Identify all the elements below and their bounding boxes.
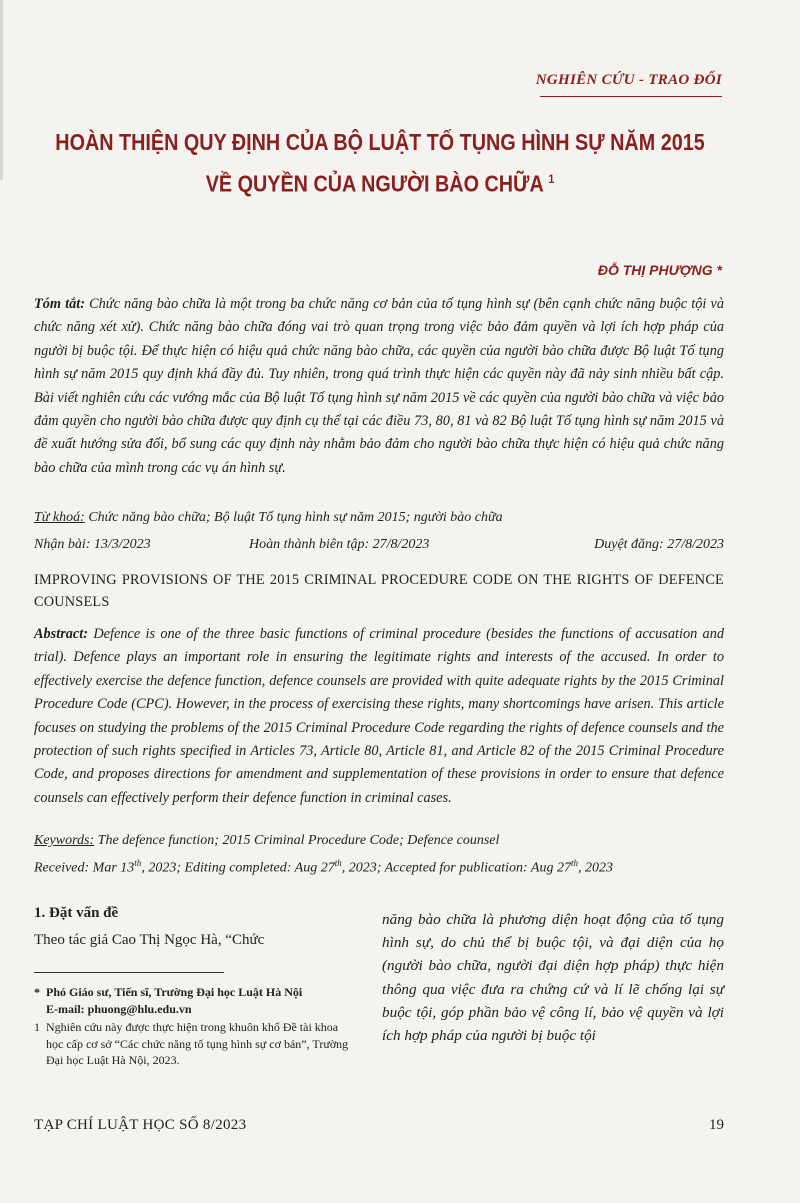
dates-en bbox=[34, 858, 613, 877]
received-date-en-sup: th bbox=[134, 858, 142, 868]
footnote-divider bbox=[34, 972, 224, 973]
article-title bbox=[53, 124, 707, 203]
title-footnote-mark: 1 bbox=[548, 172, 555, 186]
edited-date-en: ; Editing completed: Aug 27 bbox=[176, 860, 335, 876]
keywords-en-label: Keywords: bbox=[34, 833, 95, 848]
footnote-1 bbox=[34, 1019, 352, 1069]
keywords-en-text: The defence function; 2015 Criminal Procedure Code; Defence counsel bbox=[94, 833, 500, 848]
abstract-vn bbox=[34, 293, 724, 480]
edited-date-vn: Hoàn thành biên tập: 27/8/2023 bbox=[249, 537, 430, 552]
section-1-heading: 1. Đặt vấn đề bbox=[34, 905, 119, 921]
page-number: 19 bbox=[709, 1117, 724, 1133]
section-1-intro: Theo tác giả Cao Thị Ngọc Hà, “Chức bbox=[34, 932, 265, 948]
keywords-vn-text: Chức năng bào chữa; Bộ luật Tố tụng hình sự năm 2015; người bào chữa bbox=[84, 510, 503, 525]
scan-edge bbox=[0, 0, 3, 180]
section-label: NGHIÊN CỨU - TRAO ĐỔI bbox=[535, 72, 722, 88]
abstract-en-text: Defence is one of the three basic functions of criminal procedure (besides the functions of accusation and trial). Defence plays an important role in ensuring the legitimate rights and interests of the accused. In order to effectively exercise the defence function, defence counsels are provided with quite adequate rights by the 2015 Criminal Procedure Code (CPC). However, in the process of exercising these rights, many shortcomings have arisen. This article focuses on studying the problems of the 2015 Criminal Procedure Code regarding the rights of defence counsels and the protection of such rights specified in Articles 73, Article 80, Article 81, and Article 82 of the 2015 Criminal Procedure Code, and proposes directions for amendment and supplementation of these provisions in order to ensure that defence counsels can effectively perform their defence function in criminal cases. bbox=[34, 626, 725, 806]
received-date-en-year: , 2023 bbox=[141, 860, 177, 876]
footnote-author-mark: * bbox=[34, 985, 40, 999]
accepted-date-en-year: , 2023 bbox=[578, 860, 613, 876]
edited-date-en-sup: th bbox=[334, 858, 342, 868]
abstract-vn-label: Tóm tắt: bbox=[34, 296, 85, 312]
accepted-date-vn: Duyệt đăng: 27/8/2023 bbox=[594, 537, 724, 552]
journal-footer: TẠP CHÍ LUẬT HỌC SỐ 8/2023 bbox=[34, 1117, 247, 1133]
received-date-vn: Nhận bài: 13/3/2023 bbox=[34, 537, 151, 552]
keywords-vn-label: Từ khoá: bbox=[34, 510, 85, 525]
footnote-author bbox=[34, 984, 352, 1017]
footnote-1-mark: 1 bbox=[34, 1020, 40, 1034]
footnote-author-email: E-mail: phuong@hlu.edu.vn bbox=[46, 1001, 192, 1016]
abstract-en bbox=[34, 623, 724, 810]
author-name: ĐỖ THỊ PHƯỢNG * bbox=[597, 262, 722, 278]
title-line-2 bbox=[53, 161, 707, 203]
abstract-en-label: Abstract: bbox=[34, 626, 89, 642]
section-1-continued: năng bào chữa là phương diện hoạt động của tố tụng hình sự, do chủ thể bị buộc tội, và đại diện của họ (người bào chữa, người đại diện hợp pháp) thực hiện thông qua việc đưa ra chứng cứ và lí lẽ chống lại sự buộc tội, góp phần bảo vệ công lí, bảo vệ quyền và lợi ích hợp pháp của người bị buộc tội bbox=[382, 911, 724, 1045]
accepted-date-en-sup: th bbox=[570, 858, 578, 868]
abstract-vn-text: Chức năng bào chữa là một trong ba chức năng cơ bản của tố tụng hình sự (bên cạnh chức năng buộc tội và chức năng xét xử). Chức năng bào chữa đóng vai trò quan trọng trong việc bảo đảm quyền và lợi ích hợp pháp của người bị buộc tội. Để thực hiện có hiệu quả chức năng bào chữa, các quyền của người bào chữa được Bộ luật Tố tụng hình sự năm 2015 quy định khá đầy đủ. Tuy nhiên, trong quá trình thực hiện các quyền này đã nảy sinh nhiều bất cập. Bài viết nghiên cứu các vướng mắc của Bộ luật Tố tụng hình sự năm 2015 về các quyền của người bào chữa và việc bảo đảm quyền cho người bào chữa được quy định cụ thể tại các điều 73, 80, 81 và 82 Bộ luật Tố tụng hình sự năm 2015 và đề xuất hướng sửa đổi, bổ sung các quy định này nhằm bảo đảm cho người bào chữa thực hiện có hiệu quả chức năng bào chữa của mình trong các vụ án hình sự. bbox=[34, 296, 724, 476]
keywords-en bbox=[34, 833, 499, 849]
edited-date-en-year: , 2023 bbox=[341, 860, 377, 876]
english-title: IMPROVING PROVISIONS OF THE 2015 CRIMINAL PROCEDURE CODE ON THE RIGHTS OF DEFENCE COUNSELS bbox=[34, 572, 724, 610]
accepted-date-en: ; Accepted for publication: Aug 27 bbox=[376, 860, 571, 876]
footnote-author-affiliation: Phó Giáo sư, Tiến sĩ, Trường Đại học Luật Hà Nội bbox=[46, 985, 303, 999]
title-line-2-text: VỀ QUYỀN CỦA NGƯỜI BÀO CHỮA bbox=[205, 170, 544, 197]
section-rule bbox=[540, 96, 722, 97]
keywords-vn bbox=[34, 510, 503, 526]
footnote-1-text: Nghiên cứu này được thực hiện trong khuôn khổ Đề tài khoa học cấp cơ sở “Các chức năng tố tụng hình sự cơ bản”, Trường Đại học Luật Hà Nội, 2023. bbox=[46, 1020, 349, 1067]
title-line-1: HOÀN THIỆN QUY ĐỊNH CỦA BỘ LUẬT TỐ TỤNG HÌNH SỰ NĂM 2015 bbox=[55, 129, 705, 155]
footnotes bbox=[34, 984, 352, 1071]
received-date-en: Received: Mar 13 bbox=[34, 860, 135, 876]
